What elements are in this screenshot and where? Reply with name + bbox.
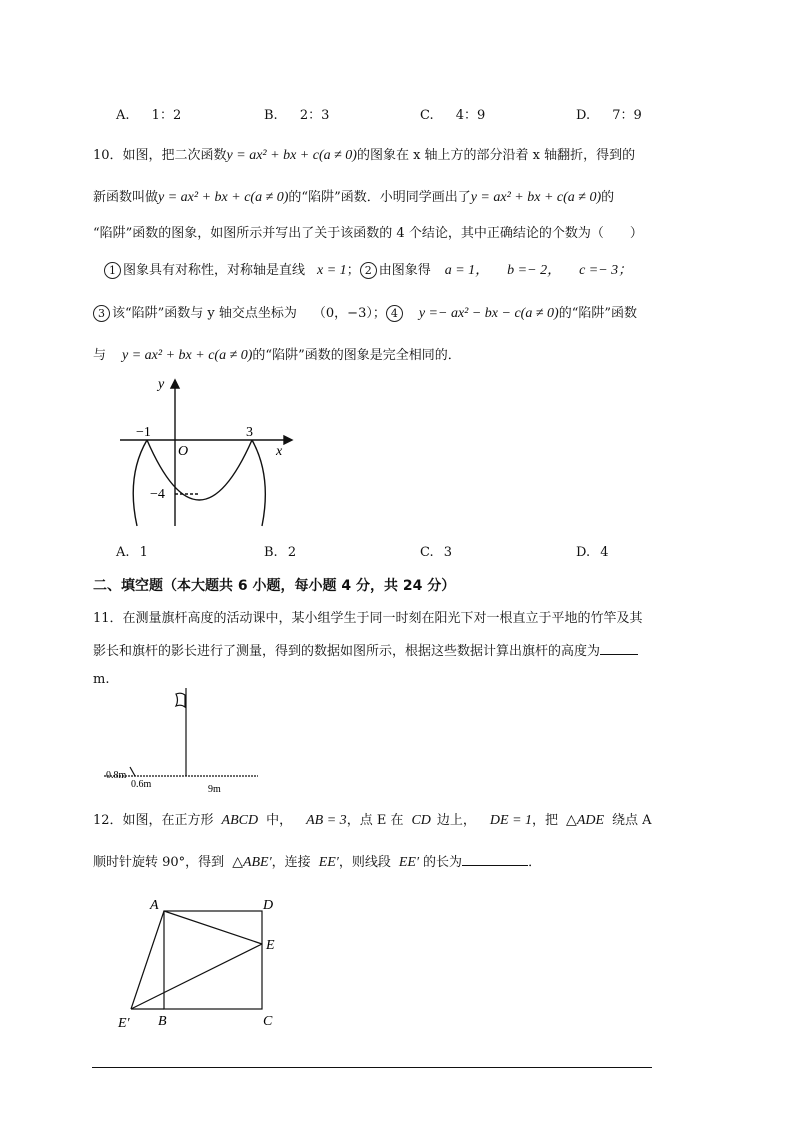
flag-shadow-label: 9m [208,784,221,795]
q11-line-2 [93,640,638,659]
q9-option-b [264,104,329,123]
circled-number: 3 [93,305,110,322]
footer-rule [92,1067,652,1068]
text: 边上， [436,813,476,828]
text: “陷阱”函数的图象，如图所示并写出了关于该函数的 4 个结论，其中正确结论的个数为（ ） [93,226,643,241]
equation: x = 1 [317,263,347,278]
math-term: CD [411,813,431,828]
segment-ae [164,911,262,944]
option-value: 2 [287,545,297,560]
text: 的“陷阱”函数的图象是完全相同的． [252,348,461,363]
option-value: 3 [443,545,453,560]
square-abcd [164,911,262,1009]
function-expression: y = ax² + bx + c(a ≠ 0) [158,190,289,205]
text: ． [528,855,542,870]
math-term: AB = 3 [306,813,347,828]
q11-line-1: 11．在测量旗杆高度的活动课中，某小组学生于同一时刻在阳光下对一根直立于平地的竹竿及其 [93,611,643,626]
function-expression: y =− ax² − bx − c(a ≠ 0) [418,306,559,321]
text: 的图象在 x 轴上方的部分沿着 x 轴翻折，得到的 [356,148,636,163]
text: 的“陷阱”函数．小明同学画出了 [288,190,471,205]
text: 12．如图，在正方形 [93,813,214,828]
text: 新函数叫做 [93,190,159,205]
answer-blank [600,642,638,655]
bamboo-pole [130,767,135,776]
x-axis-label: x [276,444,283,459]
origin-label: O [178,444,189,459]
x-axis-arrow [284,436,292,444]
q10-option-a [116,545,148,560]
circled-number: 1 [104,262,121,279]
segment-ae-prime [131,911,164,1009]
circled-number: 4 [386,305,403,322]
text: ，点 E 在 [346,813,404,828]
small-shadow-label: 0.6m [131,779,152,790]
option-value: 7：9 [612,108,642,123]
math-term: DE = 1 [489,813,533,828]
y-axis-arrow [171,380,179,388]
equation: b =− 2， [507,263,562,278]
flag-icon [176,693,185,707]
tick-3-label: 3 [246,425,253,440]
text: ，连接 [271,855,311,870]
option-letter: A. [116,108,130,123]
curve-left-branch [133,440,147,526]
option-value: 1 [139,545,148,560]
q10-option-d [576,545,609,560]
text: 影长和旗杆的影长进行了测量，得到的数据如图所示，根据这些数据计算出旗杆的高度为 [93,644,601,659]
section-heading: 二、填空题（本大题共 6 小题，每小题 4 分，共 24 分） [93,578,456,594]
q10-option-c [420,545,452,560]
q10-statements-3-4 [93,302,637,322]
point-a-label: A [150,898,159,913]
circled-number: 2 [360,262,377,279]
y-axis-label: y [158,377,165,392]
text: 该“陷阱”函数与 y 轴交点坐标为 [112,306,297,321]
point-c-label: C [263,1014,273,1029]
point-e-prime-label: E′ [118,1016,130,1031]
q10-line-6 [93,344,461,364]
q10-line-2 [93,186,614,206]
tick-neg4-label: −4 [150,487,165,502]
text: 绕点 A [612,813,652,828]
point-d-label: D [263,898,274,913]
function-expression: y = ax² + bx + c(a ≠ 0) [122,348,253,363]
option-value: 1：2 [151,108,182,123]
q9-option-c [420,104,485,123]
text: 与 [93,348,107,363]
option-letter: D. [576,545,591,560]
q10-statements-1-2 [104,259,632,279]
option-letter: D. [576,108,591,123]
point-e-label: E [266,938,275,953]
function-expression: y = ax² + bx + c(a ≠ 0) [226,148,357,163]
math-term: △ABE′ [232,855,272,870]
q9-option-a [116,104,181,123]
math-term: △ADE [566,813,605,828]
point-b-label: B [158,1014,167,1029]
function-expression: y = ax² + bx + c(a ≠ 0) [470,190,602,205]
text: ，则线段 [338,855,391,870]
flagpole-figure [104,686,264,796]
text: 的长为 [423,855,463,870]
equation: a = 1， [444,263,490,278]
tick-neg1-label: −1 [136,425,151,440]
option-letter: B. [264,545,278,560]
option-letter: A. [116,545,130,560]
text: 中， [266,813,293,828]
option-letter: C. [420,108,434,123]
option-letter: C. [420,545,434,560]
square-figure [112,893,292,1033]
math-term: EE′ [398,855,420,870]
text: 由图象得 [378,263,431,278]
option-value: 4 [600,545,609,560]
math-term: ABCD [221,813,259,828]
pole-height-label: 0.8m [106,770,127,781]
answer-blank [462,853,528,866]
text: ； [346,263,360,278]
text: 的“陷阱”函数 [558,306,637,321]
text: 顺时针旋转 90°，得到 [93,855,225,870]
text: 的 [601,190,615,205]
text: 10．如图，把二次函数 [93,148,227,163]
q12-line-2 [93,851,541,871]
math-term: EE′ [318,855,339,870]
q12-line-1 [93,809,652,829]
trap-function-graph [120,376,295,531]
q10-line-1 [93,144,635,164]
segment-ee-prime [131,944,262,1009]
curve-right-branch [252,440,265,526]
option-letter: B. [264,108,278,123]
q9-option-d [576,104,642,123]
text: 图象具有对称性，对称轴是直线 [123,263,306,278]
option-value: 2：3 [299,108,330,123]
equation: c =− 3； [579,263,633,278]
option-value: 4：9 [455,108,486,123]
q11-line-3: m. [93,672,110,687]
q10-line-3 [93,222,643,241]
q10-option-b [264,545,296,560]
text: ，把 [532,813,559,828]
point: （0，−3）； [312,306,386,321]
